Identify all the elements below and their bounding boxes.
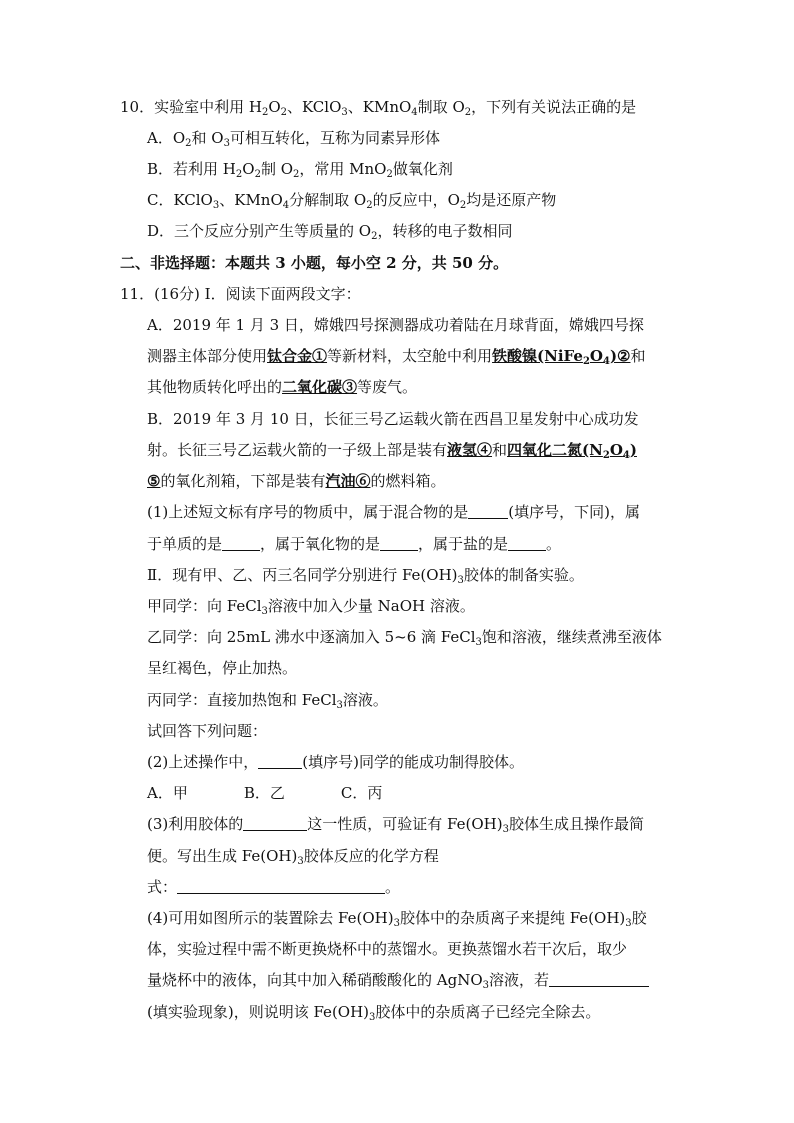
student-yi-line-2: 呈红褐色，停止加热。	[147, 659, 298, 677]
section-heading: 二、非选择题：本题共 3 小题，每小空 2 分，共 50 分。	[120, 254, 509, 272]
answer-blank-property[interactable]	[243, 815, 307, 831]
q10-option-d: D．三个反应分别产生等质量的 $O_2$，转移的电子数相同	[147, 222, 513, 242]
q10-option-a: A．$O_2$和 $O_3$可相互转化，互称为同素异形体	[147, 129, 440, 149]
q10-stem: 10．实验室中利用 $H_2O_2$、KClO$_3$、KMnO$_4$制取 $O_2$，下列有关说法正确的是	[120, 98, 637, 118]
q11-question-3-line-2: 便。写出生成 $Fe(OH)_3$胶体反应的化学方程	[147, 847, 439, 867]
q11-question-3-line-1: (3)利用胶体的 这一性质，可验证有 $Fe(OH)_3$胶体生成且操作最简	[147, 815, 644, 835]
answer-blank-equation[interactable]	[177, 878, 385, 894]
q11-part1-line-2: 于单质的是 ，属于氧化物的是 ，属于盐的是 。	[147, 535, 562, 553]
q11-question-4-line-4: (填实验现象)，则说明该 $Fe(OH)_3$胶体中的杂质离子已经完全除去。	[147, 1003, 601, 1023]
passage-b-line-2: 射。长征三号乙运载火箭的一子级上部是装有液氢④和四氧化二氮$(N_2O_4)$	[147, 441, 637, 461]
q10-option-c: C．KClO$_3$、KMnO$_4$分解制取 $O_2$的反应中，$O_2$均是还原产物	[147, 191, 557, 211]
q2-options	[147, 782, 382, 804]
answer-blank-oxide[interactable]	[380, 535, 418, 551]
option-yi: B．乙	[243, 784, 285, 802]
answer-blank-element[interactable]	[222, 535, 260, 551]
student-yi-line-1: 乙同学：向 25mL 沸水中逐滴加入 5~6 滴 FeCl$_3$饱和溶液，继续煮沸至液体	[147, 628, 662, 648]
q11-question-2: (2)上述操作中， (填序号)同学的能成功制得胶体。	[147, 753, 524, 771]
q11-heading: 11．(16分) Ⅰ．阅读下面两段文字：	[120, 285, 361, 303]
passage-a-line-2: 测器主体部分使用钛合金①等新材料，太空舱中利用铁酸镍$(NiFe_2O_4)②$和	[147, 347, 646, 367]
answer-blank-phenomenon[interactable]	[549, 971, 649, 987]
student-jia: 甲同学：向 FeCl$_3$溶液中加入少量 NaOH 溶液。	[147, 597, 475, 617]
answer-blank-q2[interactable]	[258, 753, 302, 769]
option-bing: C．丙	[340, 784, 383, 802]
q10-option-b: B．若利用 $H_2O_2$制 $O_2$，常用 MnO$_2$做氧化剂	[147, 160, 453, 180]
passage-b-line-3: ⑤的氧化剂箱，下部是装有汽油⑥的燃料箱。	[147, 472, 446, 490]
q11-part1-line-1: (1)上述短文标有序号的物质中，属于混合物的是 (填序号，下同)，属	[147, 503, 640, 521]
student-bing: 丙同学：直接加热饱和 FeCl$_3$溶液。	[147, 691, 388, 711]
passage-a-line-3: 其他物质转化呼出的二氧化碳③等废气。	[147, 378, 418, 396]
option-jia: A．甲	[147, 784, 188, 802]
answer-blank-mixture[interactable]	[468, 503, 508, 519]
q11-question-4-line-1: (4)可用如图所示的装置除去 $Fe(OH)_3$胶体中的杂质离子来提纯 $Fe(OH)_3$胶	[147, 909, 647, 929]
q11-question-3-line-3: 式： 。	[147, 878, 401, 896]
q11-part2-intro: Ⅱ．现有甲、乙、丙三名同学分别进行 $Fe(OH)_3$胶体的制备实验。	[147, 566, 584, 586]
answer-blank-salt[interactable]	[508, 535, 546, 551]
passage-a-line-1: A．2019 年 1 月 3 日，嫦娥四号探测器成功着陆在月球背面，嫦娥四号探	[147, 316, 644, 334]
q11-question-4-line-2: 体，实验过程中需不断更换烧杯中的蒸馏水。更换蒸馏水若干次后，取少	[147, 940, 628, 958]
q11-question-4-line-3: 量烧杯中的液体，向其中加入稀硝酸酸化的 AgNO$_3$溶液，若	[147, 969, 649, 991]
answer-prompt: 试回答下列问题：	[147, 722, 268, 740]
passage-b-line-1: B．2019 年 3 月 10 日，长征三号乙运载火箭在西昌卫星发射中心成功发	[147, 410, 639, 428]
